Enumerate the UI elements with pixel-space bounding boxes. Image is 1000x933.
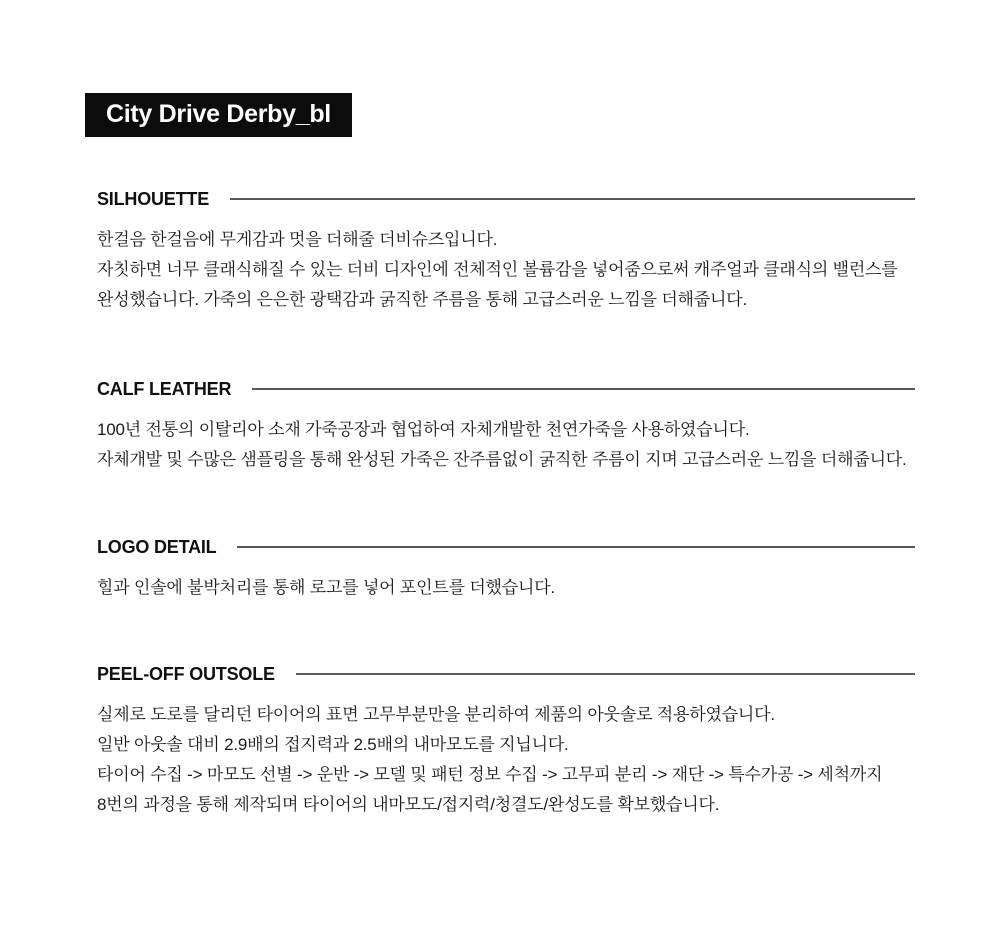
section-paragraph [97, 700, 915, 820]
section-divider-line [230, 198, 915, 200]
section-paragraph [97, 225, 915, 315]
body-line: 자칫하면 너무 클래식해질 수 있는 더비 디자인에 전체적인 볼륨감을 넣어줌으로써 캐주얼과 클래식의 밸런스를 [97, 260, 898, 280]
section-peel-off-outsole [97, 664, 915, 820]
section-divider-line [296, 673, 915, 675]
section-paragraph [97, 573, 915, 603]
body-line: 실제로 도로를 달리던 타이어의 표면 고무부분만을 분리하여 제품의 아웃솔로 적용하였습니다. [97, 705, 775, 725]
section-calf-leather [97, 379, 915, 475]
section-divider-line [252, 388, 915, 390]
section-silhouette [97, 189, 915, 315]
body-line: 힐과 인솔에 불박처리를 통해 로고를 넣어 포인트를 더했습니다. [97, 578, 555, 598]
body-line: 한걸음 한걸음에 무게감과 멋을 더해줄 더비슈즈입니다. [97, 230, 498, 250]
body-line: 타이어 수집 -> 마모도 선별 -> 운반 -> 모델 및 패턴 정보 수집 -> 고무피 분리 -> 재단 -> 특수가공 -> 세척까지 [97, 765, 883, 785]
section-heading: CALF LEATHER [97, 379, 232, 400]
section-heading: LOGO DETAIL [97, 537, 217, 558]
section-heading: SILHOUETTE [97, 189, 210, 210]
section-logo-detail [97, 537, 915, 603]
section-divider-line [237, 546, 915, 548]
section-header [97, 189, 915, 209]
section-heading: PEEL-OFF OUTSOLE [97, 664, 275, 685]
body-line: 자체개발 및 수많은 샘플링을 통해 완성된 가죽은 잔주름없이 굵직한 주름이 지며 고급스러운 느낌을 더해줍니다. [97, 450, 907, 470]
section-paragraph [97, 415, 915, 475]
section-header [97, 379, 915, 399]
product-title-badge: City Drive Derby_bl [85, 93, 352, 137]
body-line: 완성했습니다. 가죽의 은은한 광택감과 굵직한 주름을 통해 고급스러운 느낌을 더해줍니다. [97, 290, 747, 310]
content-container [85, 93, 915, 820]
section-header [97, 664, 915, 684]
body-line: 8번의 과정을 통해 제작되며 타이어의 내마모도/접지력/청결도/완성도를 확보했습니다. [97, 795, 720, 815]
body-line: 일반 아웃솔 대비 2.9배의 접지력과 2.5배의 내마모도를 지닙니다. [97, 735, 569, 755]
body-line: 100년 전통의 이탈리아 소재 가죽공장과 협업하여 자체개발한 천연가죽을 사용하였습니다. [97, 420, 750, 440]
section-header [97, 537, 915, 557]
